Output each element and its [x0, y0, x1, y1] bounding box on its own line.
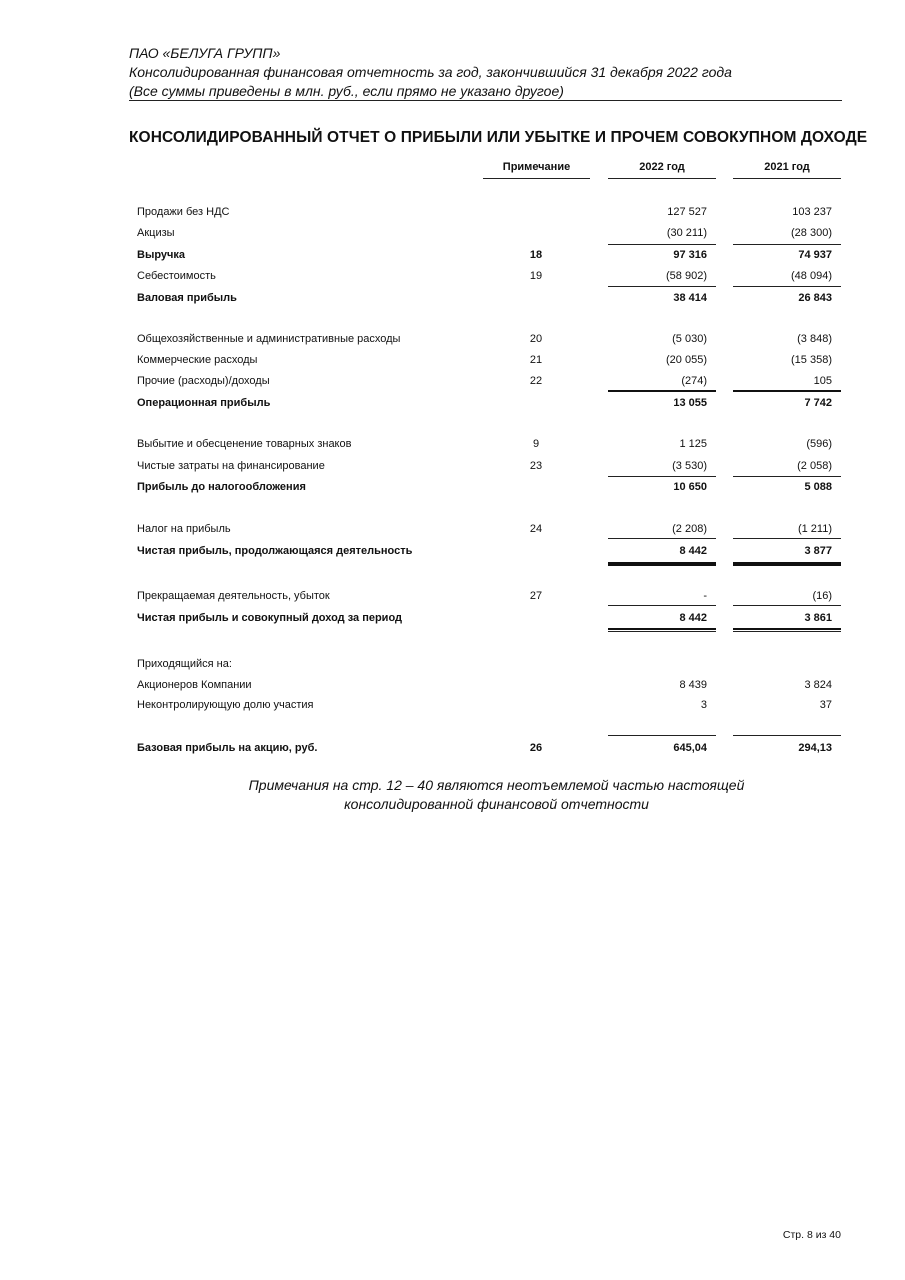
- value-2022: 97 316: [673, 249, 707, 261]
- report-subtitle: Консолидированная финансовая отчетность за год, закончившийся 31 декабря 2022 года: [129, 64, 732, 80]
- value-2022: 645,04: [673, 742, 707, 754]
- total-rule-line: [608, 628, 716, 630]
- table-row: [0, 289, 905, 307]
- row-label: Валовая прибыль: [137, 292, 237, 304]
- row-note: 26: [529, 742, 543, 754]
- total-rule-line: [733, 735, 841, 736]
- footnote-line-1: Примечания на стр. 12 – 40 являются неотъемлемой частью настоящей: [248, 777, 745, 793]
- value-2022: (5 030): [672, 333, 707, 345]
- value-2021: (48 094): [791, 270, 832, 282]
- table-row: [0, 435, 905, 453]
- row-label: Базовая прибыль на акцию, руб.: [137, 742, 318, 754]
- row-note: 24: [529, 523, 543, 535]
- total-rule-line: [608, 286, 716, 287]
- table-row: [0, 478, 905, 496]
- table-row: [0, 372, 905, 390]
- column-header-2022: 2022 год: [608, 161, 716, 179]
- total-rule-line: [608, 476, 716, 477]
- value-2021: 103 237: [792, 206, 832, 218]
- row-label: Чистые затраты на финансирование: [137, 460, 325, 472]
- column-header-2021: 2021 год: [733, 161, 841, 179]
- row-note: 19: [529, 270, 543, 282]
- row-label: Прекращаемая деятельность, убыток: [137, 590, 330, 602]
- table-row: [0, 394, 905, 412]
- row-note: 18: [529, 249, 543, 261]
- value-2022: 1 125: [679, 438, 707, 450]
- row-note: 21: [529, 354, 543, 366]
- table-row: [0, 676, 905, 694]
- row-label: Прочие (расходы)/доходы: [137, 375, 270, 387]
- value-2022: (30 211): [666, 227, 707, 239]
- total-rule-line: [733, 390, 841, 392]
- row-note: 22: [529, 375, 543, 387]
- value-2022: (58 902): [666, 270, 707, 282]
- table-row: [0, 609, 905, 627]
- row-note: 23: [529, 460, 543, 472]
- row-label: Акцизы: [137, 227, 175, 239]
- total-rule-line: [608, 735, 716, 736]
- currency-note: (Все суммы приведены в млн. руб., если прямо не указано другое): [129, 83, 564, 99]
- table-row: [0, 457, 905, 475]
- value-2021: 3 824: [804, 679, 832, 691]
- row-note: 27: [529, 590, 543, 602]
- table-row: [0, 330, 905, 348]
- footnote-line-2: консолидированной финансовой отчетности: [344, 796, 649, 812]
- total-rule-line: [733, 476, 841, 477]
- table-row: [0, 267, 905, 285]
- value-2022: 8 442: [679, 545, 707, 557]
- row-label: Операционная прибыль: [137, 397, 271, 409]
- row-note: 9: [532, 438, 540, 450]
- total-rule-line: [733, 631, 841, 632]
- table-row: [0, 696, 905, 714]
- company-name: ПАО «БЕЛУГА ГРУПП»: [129, 45, 281, 61]
- value-2021: 37: [819, 699, 832, 711]
- table-row: [0, 587, 905, 605]
- value-2022: 8 439: [679, 679, 707, 691]
- value-2021: 5 088: [804, 481, 832, 493]
- row-label: Чистая прибыль, продолжающаяся деятельность: [137, 545, 413, 557]
- row-label: Неконтролирующую долю участия: [137, 699, 314, 711]
- value-2021: 7 742: [804, 397, 832, 409]
- value-2021: 74 937: [798, 249, 832, 261]
- total-rule-line: [733, 538, 841, 539]
- row-note: 20: [529, 333, 543, 345]
- value-2022: (20 055): [666, 354, 707, 366]
- table-row: [0, 351, 905, 369]
- value-2021: 3 877: [804, 545, 832, 557]
- statement-title: КОНСОЛИДИРОВАННЫЙ ОТЧЕТ О ПРИБЫЛИ ИЛИ УБЫТКЕ И ПРОЧЕМ СОВОКУПНОМ ДОХОДЕ: [129, 129, 868, 146]
- row-label: Выбытие и обесценение товарных знаков: [137, 438, 352, 450]
- table-row: [0, 203, 905, 221]
- table-row: [0, 224, 905, 242]
- total-rule-line: [608, 538, 716, 539]
- row-label: Продажи без НДС: [137, 206, 230, 218]
- table-row: [0, 520, 905, 538]
- value-2022: 13 055: [673, 397, 707, 409]
- total-rule-line: [733, 286, 841, 287]
- value-2021: 105: [813, 375, 832, 387]
- value-2021: (596): [806, 438, 832, 450]
- row-label: Акционеров Компании: [137, 679, 252, 691]
- row-label: Чистая прибыль и совокупный доход за период: [137, 612, 403, 624]
- row-label: Коммерческие расходы: [137, 354, 258, 366]
- value-2022: 127 527: [667, 206, 707, 218]
- value-2022: (2 208): [672, 523, 707, 535]
- row-label: Прибыль до налогообложения: [137, 481, 306, 493]
- value-2021: (3 848): [797, 333, 832, 345]
- total-rule-line: [733, 628, 841, 630]
- value-2021: (2 058): [797, 460, 832, 472]
- value-2021: (15 358): [791, 354, 832, 366]
- table-row: [0, 246, 905, 264]
- total-rule-line: [733, 605, 841, 606]
- total-rule-line: [608, 564, 716, 566]
- total-rule-line: [608, 244, 716, 245]
- row-label: Налог на прибыль: [137, 523, 231, 535]
- value-2022: 10 650: [673, 481, 707, 493]
- header-divider: [129, 100, 842, 101]
- table-row: [0, 655, 905, 673]
- value-2021: (16): [812, 590, 832, 602]
- value-2021: 3 861: [804, 612, 832, 624]
- page-number: Стр. 8 из 40: [782, 1229, 841, 1241]
- row-label: Приходящийся на:: [137, 658, 232, 670]
- value-2021: (28 300): [791, 227, 832, 239]
- total-rule-line: [733, 244, 841, 245]
- value-2022: (274): [681, 375, 707, 387]
- column-header-note: Примечание: [483, 161, 590, 179]
- total-rule-line: [608, 390, 716, 392]
- total-rule-line: [608, 605, 716, 606]
- table-row: [0, 542, 905, 560]
- row-label: Себестоимость: [137, 270, 216, 282]
- table-row: [0, 739, 905, 757]
- value-2022: 3: [700, 699, 707, 711]
- value-2021: (1 211): [797, 523, 832, 535]
- value-2021: 294,13: [798, 742, 832, 754]
- value-2022: -: [703, 590, 707, 602]
- value-2022: 8 442: [679, 612, 707, 624]
- total-rule-line: [733, 564, 841, 566]
- row-label: Общехозяйственные и административные расходы: [137, 333, 401, 345]
- value-2022: (3 530): [672, 460, 707, 472]
- row-label: Выручка: [137, 249, 186, 261]
- total-rule-line: [608, 631, 716, 632]
- value-2022: 38 414: [673, 292, 707, 304]
- value-2021: 26 843: [798, 292, 832, 304]
